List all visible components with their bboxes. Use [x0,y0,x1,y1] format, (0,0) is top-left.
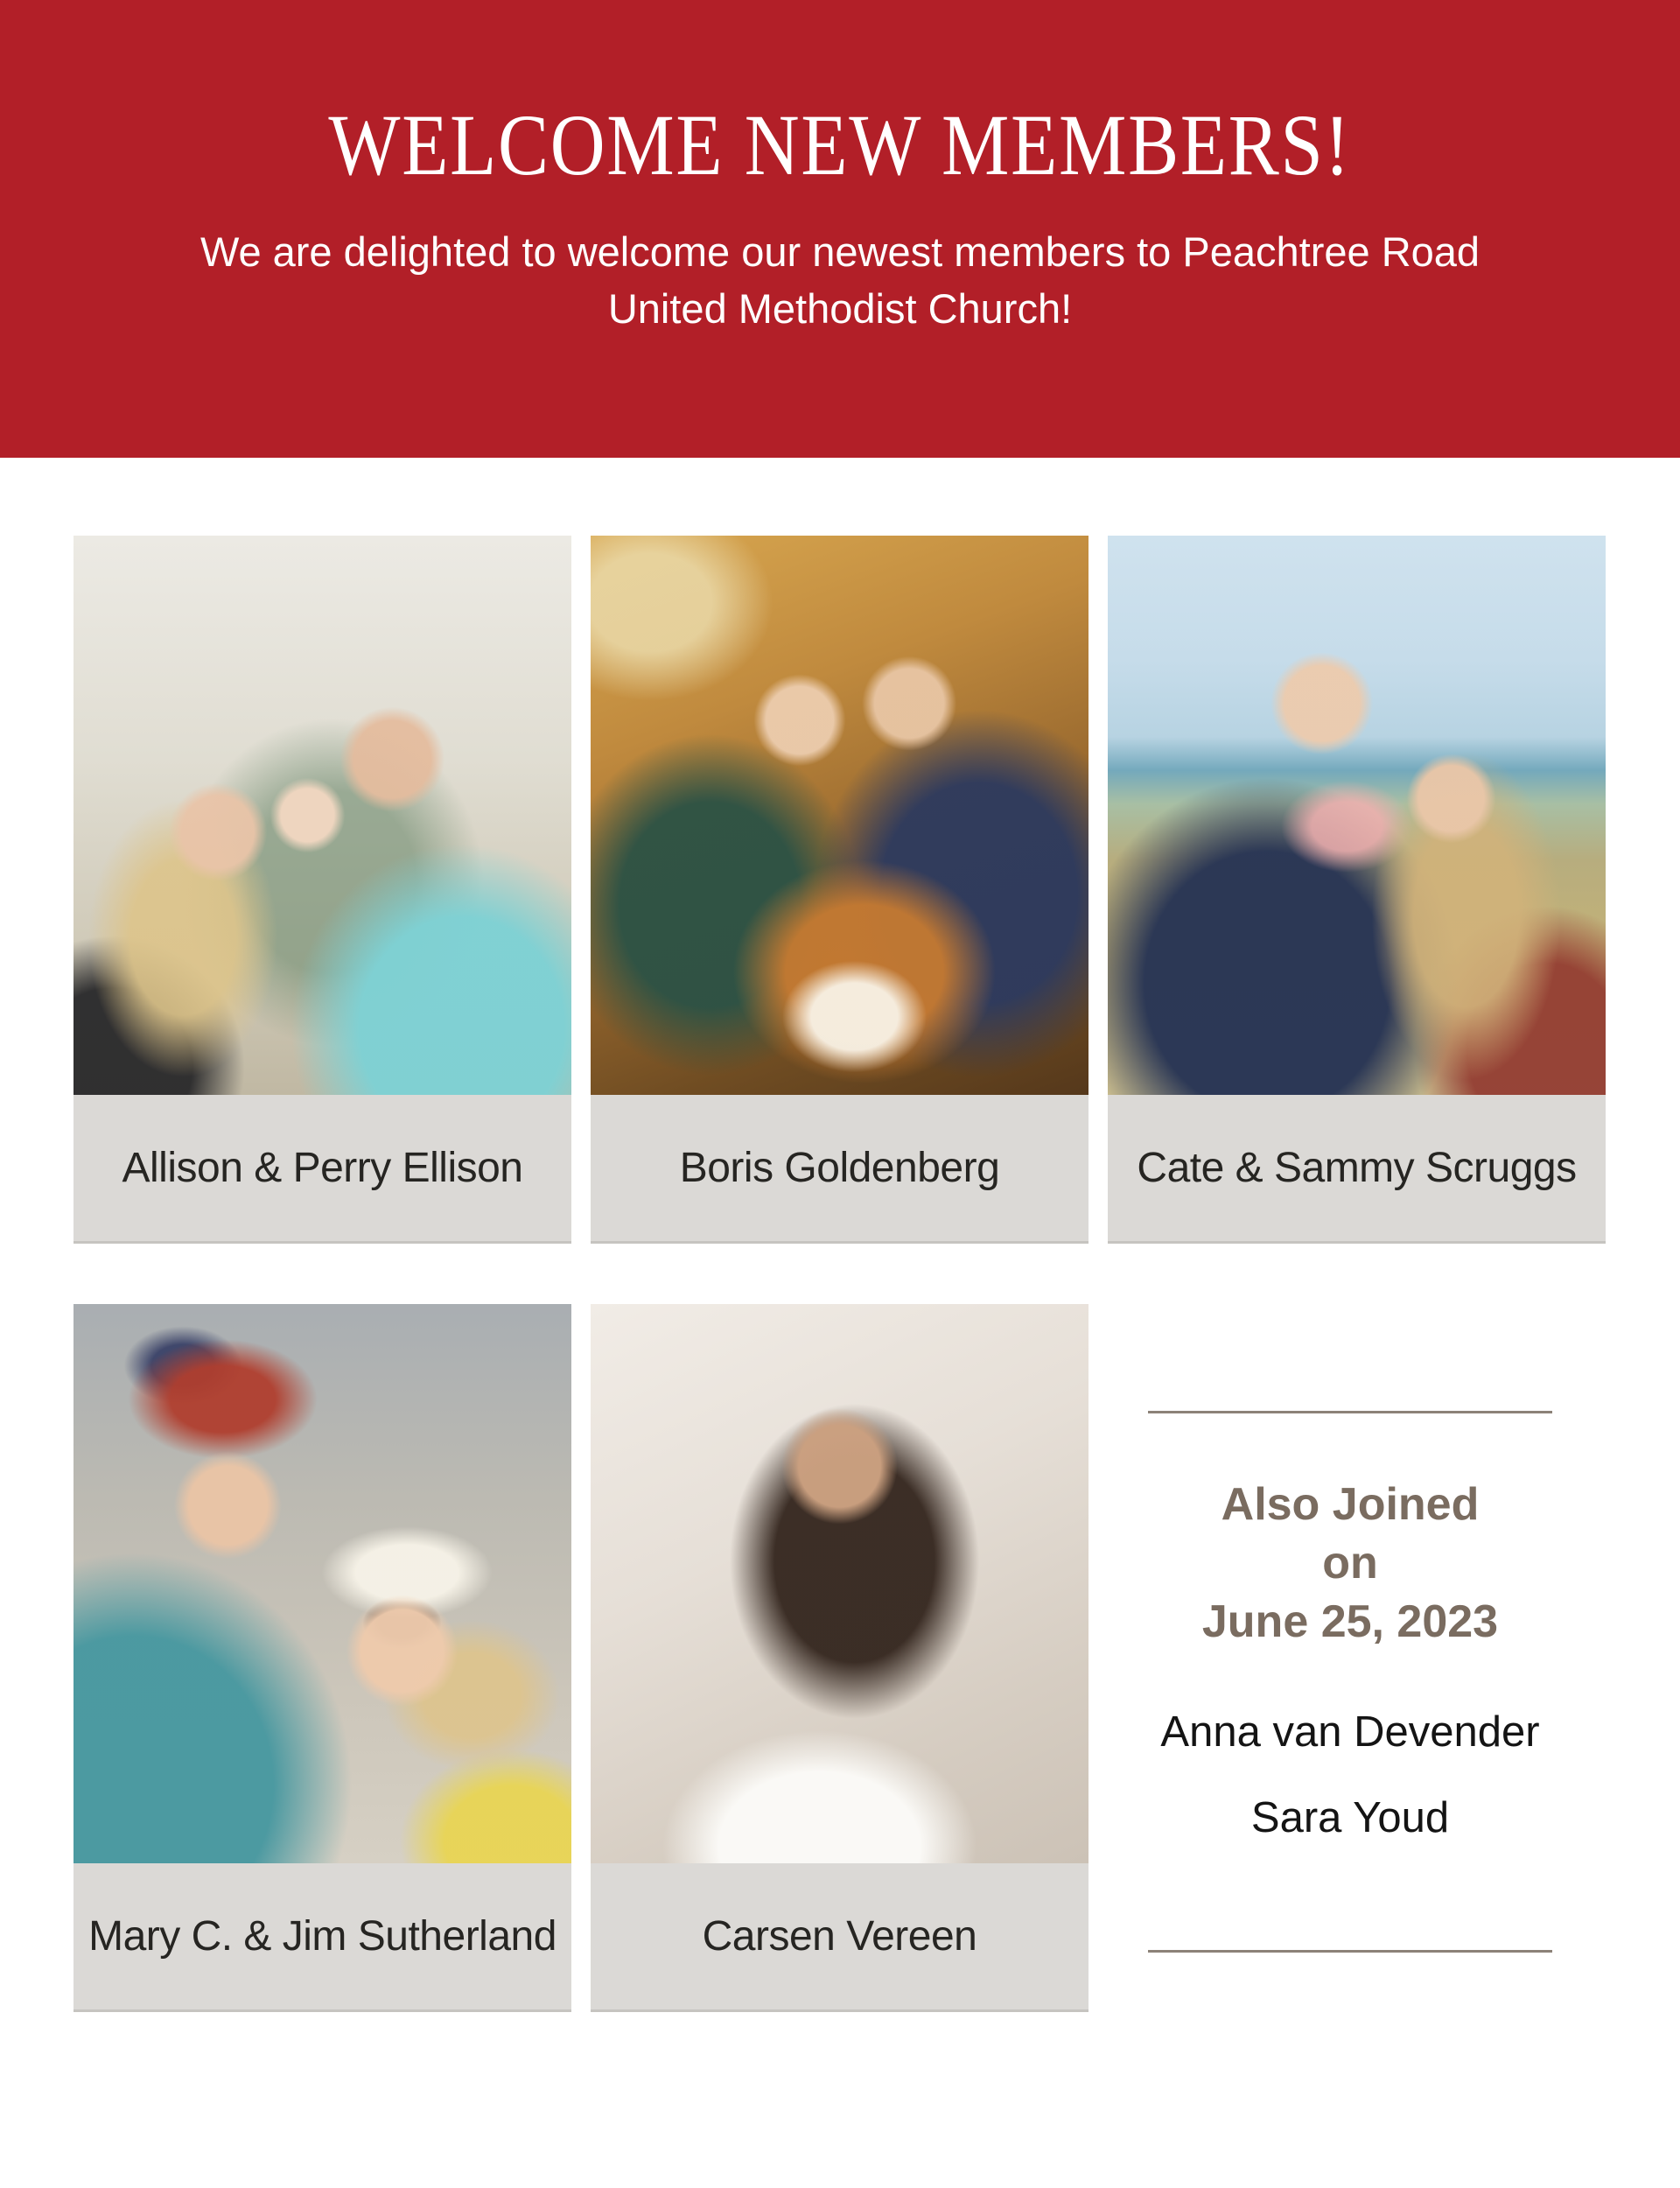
member-card-carsen-vereen [591,1304,1088,2012]
member-name-label: Mary C. & Jim Sutherland [74,1863,571,2012]
welcome-banner [0,0,1680,458]
member-name-label: Cate & Sammy Scruggs [1108,1095,1606,1244]
also-joined-heading-line-3: June 25, 2023 [1201,1596,1499,1647]
member-photo-woman-portrait [591,1304,1088,1863]
member-photo-couple-with-dog [591,536,1088,1095]
member-photo-family-with-baby [74,536,571,1095]
member-photo-couple-selfie [74,1304,571,1863]
member-name-label: Boris Goldenberg [591,1095,1088,1244]
member-card-boris-goldenberg [591,536,1088,1244]
member-card-allison-perry-ellison [74,536,571,1244]
page-title-text: WELCOME NEW MEMBERS! [328,96,1352,193]
also-joined-name: Sara Youd [1250,1794,1450,1841]
member-card-cate-sammy-scruggs [1108,536,1606,1244]
also-joined-heading-line-1: Also Joined [1221,1479,1480,1530]
member-name-label: Allison & Perry Ellison [74,1095,571,1244]
also-joined-name: Anna van Devender [1160,1708,1540,1756]
member-name-label: Carsen Vereen [591,1863,1088,2012]
also-joined-panel [1148,1411,1552,1953]
also-joined-heading [1148,1476,1552,1652]
divider-bottom [1148,1950,1552,1953]
divider-top [1148,1411,1552,1413]
banner-subtitle [0,223,1680,337]
also-joined-heading-line-2: on [1322,1538,1378,1588]
member-photo-couple-at-beach [1108,536,1606,1095]
member-card-mary-jim-sutherland [74,1304,571,2012]
banner-subtitle-line-2: United Methodist Church! [607,285,1073,332]
page-title [0,96,1680,194]
banner-subtitle-line-1: We are delighted to welcome our newest members to Peachtree Road [200,228,1480,275]
